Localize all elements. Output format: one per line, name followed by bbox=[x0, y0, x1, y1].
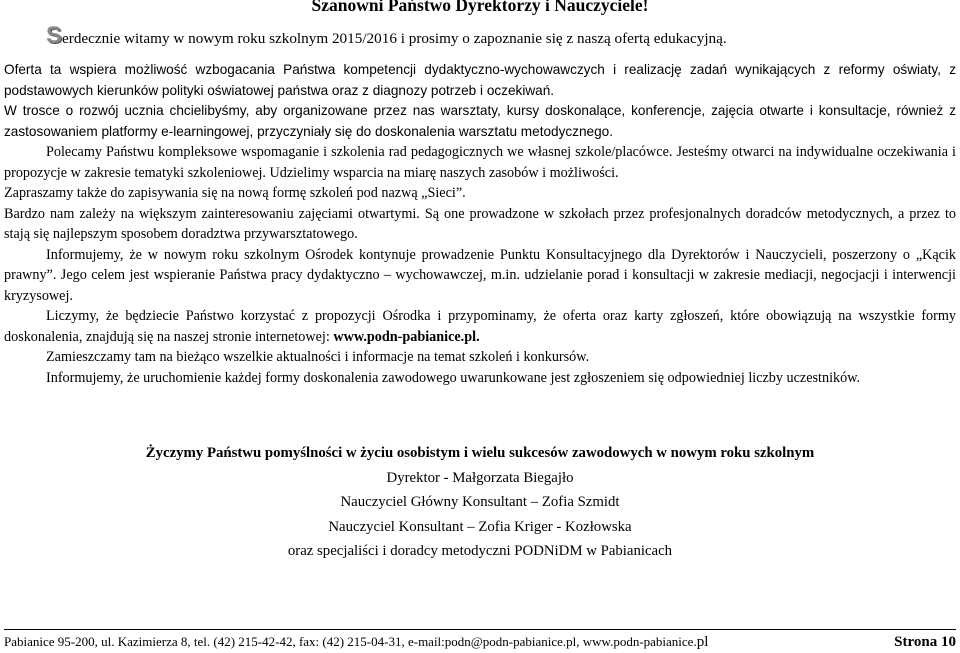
signature-staff: oraz specjaliści i doradcy metodyczni PODNiDM w Pabianicach bbox=[287, 543, 673, 560]
paragraph-development: W trosce o rozwój ucznia chcielibyśmy, aby organizowane przez nas warsztaty, kursy doskonalące, konferencje, zajęcia otwarte i konsultacje, również z zastosowaniem platformy e-learningowej, przyczyniały się do doskonalenia warsztatu metodycznego. bbox=[4, 103, 956, 139]
paragraph-recommendation: Polecamy Państwu kompleksowe wspomaganie i szkolenia rad pedagogicznych we własnej szkole/placówce. Jesteśmy otwarci na indywidualne oczekiwania i propozycje w zakresie tematyki szkoleniowej. Udzielimy wsparcia na miarę naszych zasobów i możliwości. bbox=[4, 144, 956, 181]
footer-divider bbox=[4, 629, 956, 630]
greeting-line bbox=[46, 22, 946, 49]
signature-main-consultant: Nauczyciel Główny Konsultant – Zofia Szmidt bbox=[340, 494, 620, 511]
page-title: Szanowni Państwo Dyrektorzy i Nauczyciele! bbox=[311, 0, 649, 15]
website-link[interactable]: www.podn-pabianice.pl. bbox=[333, 328, 480, 345]
closing-block bbox=[0, 441, 960, 564]
page-footer bbox=[4, 632, 956, 652]
paragraph-consultation: Informujemy, że w nowym roku szkolnym Ośrodek kontynuje prowadzenie Punktu Konsultacyjnego dla Dyrektorów i Nauczycieli, poszerzony o „Kącik prawny”. Jego celem jest wspieranie Państwa pracy dydaktyczno – wychowawczej, m.in. udzielanie porad i konsultacji w zakresie mediacji, negocjacji i interwencji kryzysowej. bbox=[4, 246, 956, 304]
drop-cap: S bbox=[46, 22, 63, 49]
paragraph-open-classes: Bardzo nam zależy na większym zainteresowaniu zajęciami otwartymi. Są one prowadzone w szkołach przez profesjonalnych doradców metodycznych, a przez to stają się najlepszym sposobem doradztwa przywarsztatowego. bbox=[4, 205, 956, 242]
paragraph-news: Zamieszczamy tam na bieżąco wszelkie aktualności i informacje na temat szkoleń i konkursów. bbox=[46, 349, 590, 365]
footer-address-tail: pl bbox=[696, 634, 709, 650]
footer-address-text: Pabianice 95-200, ul. Kazimierza 8, tel. (42) 215-42-42, fax: (42) 215-04-31, e-mail:podn@podn-pabianice.pl, www.podn-pabianice. bbox=[4, 634, 697, 649]
closing-wish: Życzymy Państwu pomyślności w życiu osobistym i wielu sukcesów zawodowych w nowym roku szkolnym bbox=[145, 445, 815, 461]
signature-director: Dyrektor - Małgorzata Biegajło bbox=[386, 469, 574, 486]
paragraph-website bbox=[4, 306, 956, 347]
page-number: Strona 10 bbox=[894, 634, 956, 650]
paragraph-networks: Zapraszamy także do zapisywania się na nową formę szkoleń pod nazwą „Sieci”. bbox=[4, 185, 466, 201]
greeting-text: erdecznie witamy w nowym roku szkolnym 2015/2016 i prosimy o zapoznanie się z naszą ofertą edukacyjną. bbox=[62, 30, 727, 47]
footer-address bbox=[4, 632, 708, 652]
paragraph-offer: Oferta ta wspiera możliwość wzbogacania Państwa kompetencji dydaktyczno-wychowawczych i realizację zadań wynikających z reformy oświaty, z podstawowych kierunków polityki oświatowej państwa oraz z diagnozy potrzeb i oczekiwań. bbox=[4, 62, 956, 98]
paragraph-enrollment: Informujemy, że uruchomienie każdej formy doskonalenia zawodowego uwarunkowane jest zgłoszeniem się odpowiedniej liczby uczestników. bbox=[46, 369, 861, 386]
paragraph-website-text: Liczymy, że będziecie Państwo korzystać z propozycji Ośrodka i przypominamy, że oferta oraz karty zgłoszeń, które obowiązują na wszystkie formy doskonalenia, znajdują się na naszej stronie internetowej: bbox=[4, 308, 956, 345]
letter-body bbox=[4, 60, 956, 388]
signature-consultant: Nauczyciel Konsultant – Zofia Kriger - Kozłowska bbox=[328, 518, 632, 535]
